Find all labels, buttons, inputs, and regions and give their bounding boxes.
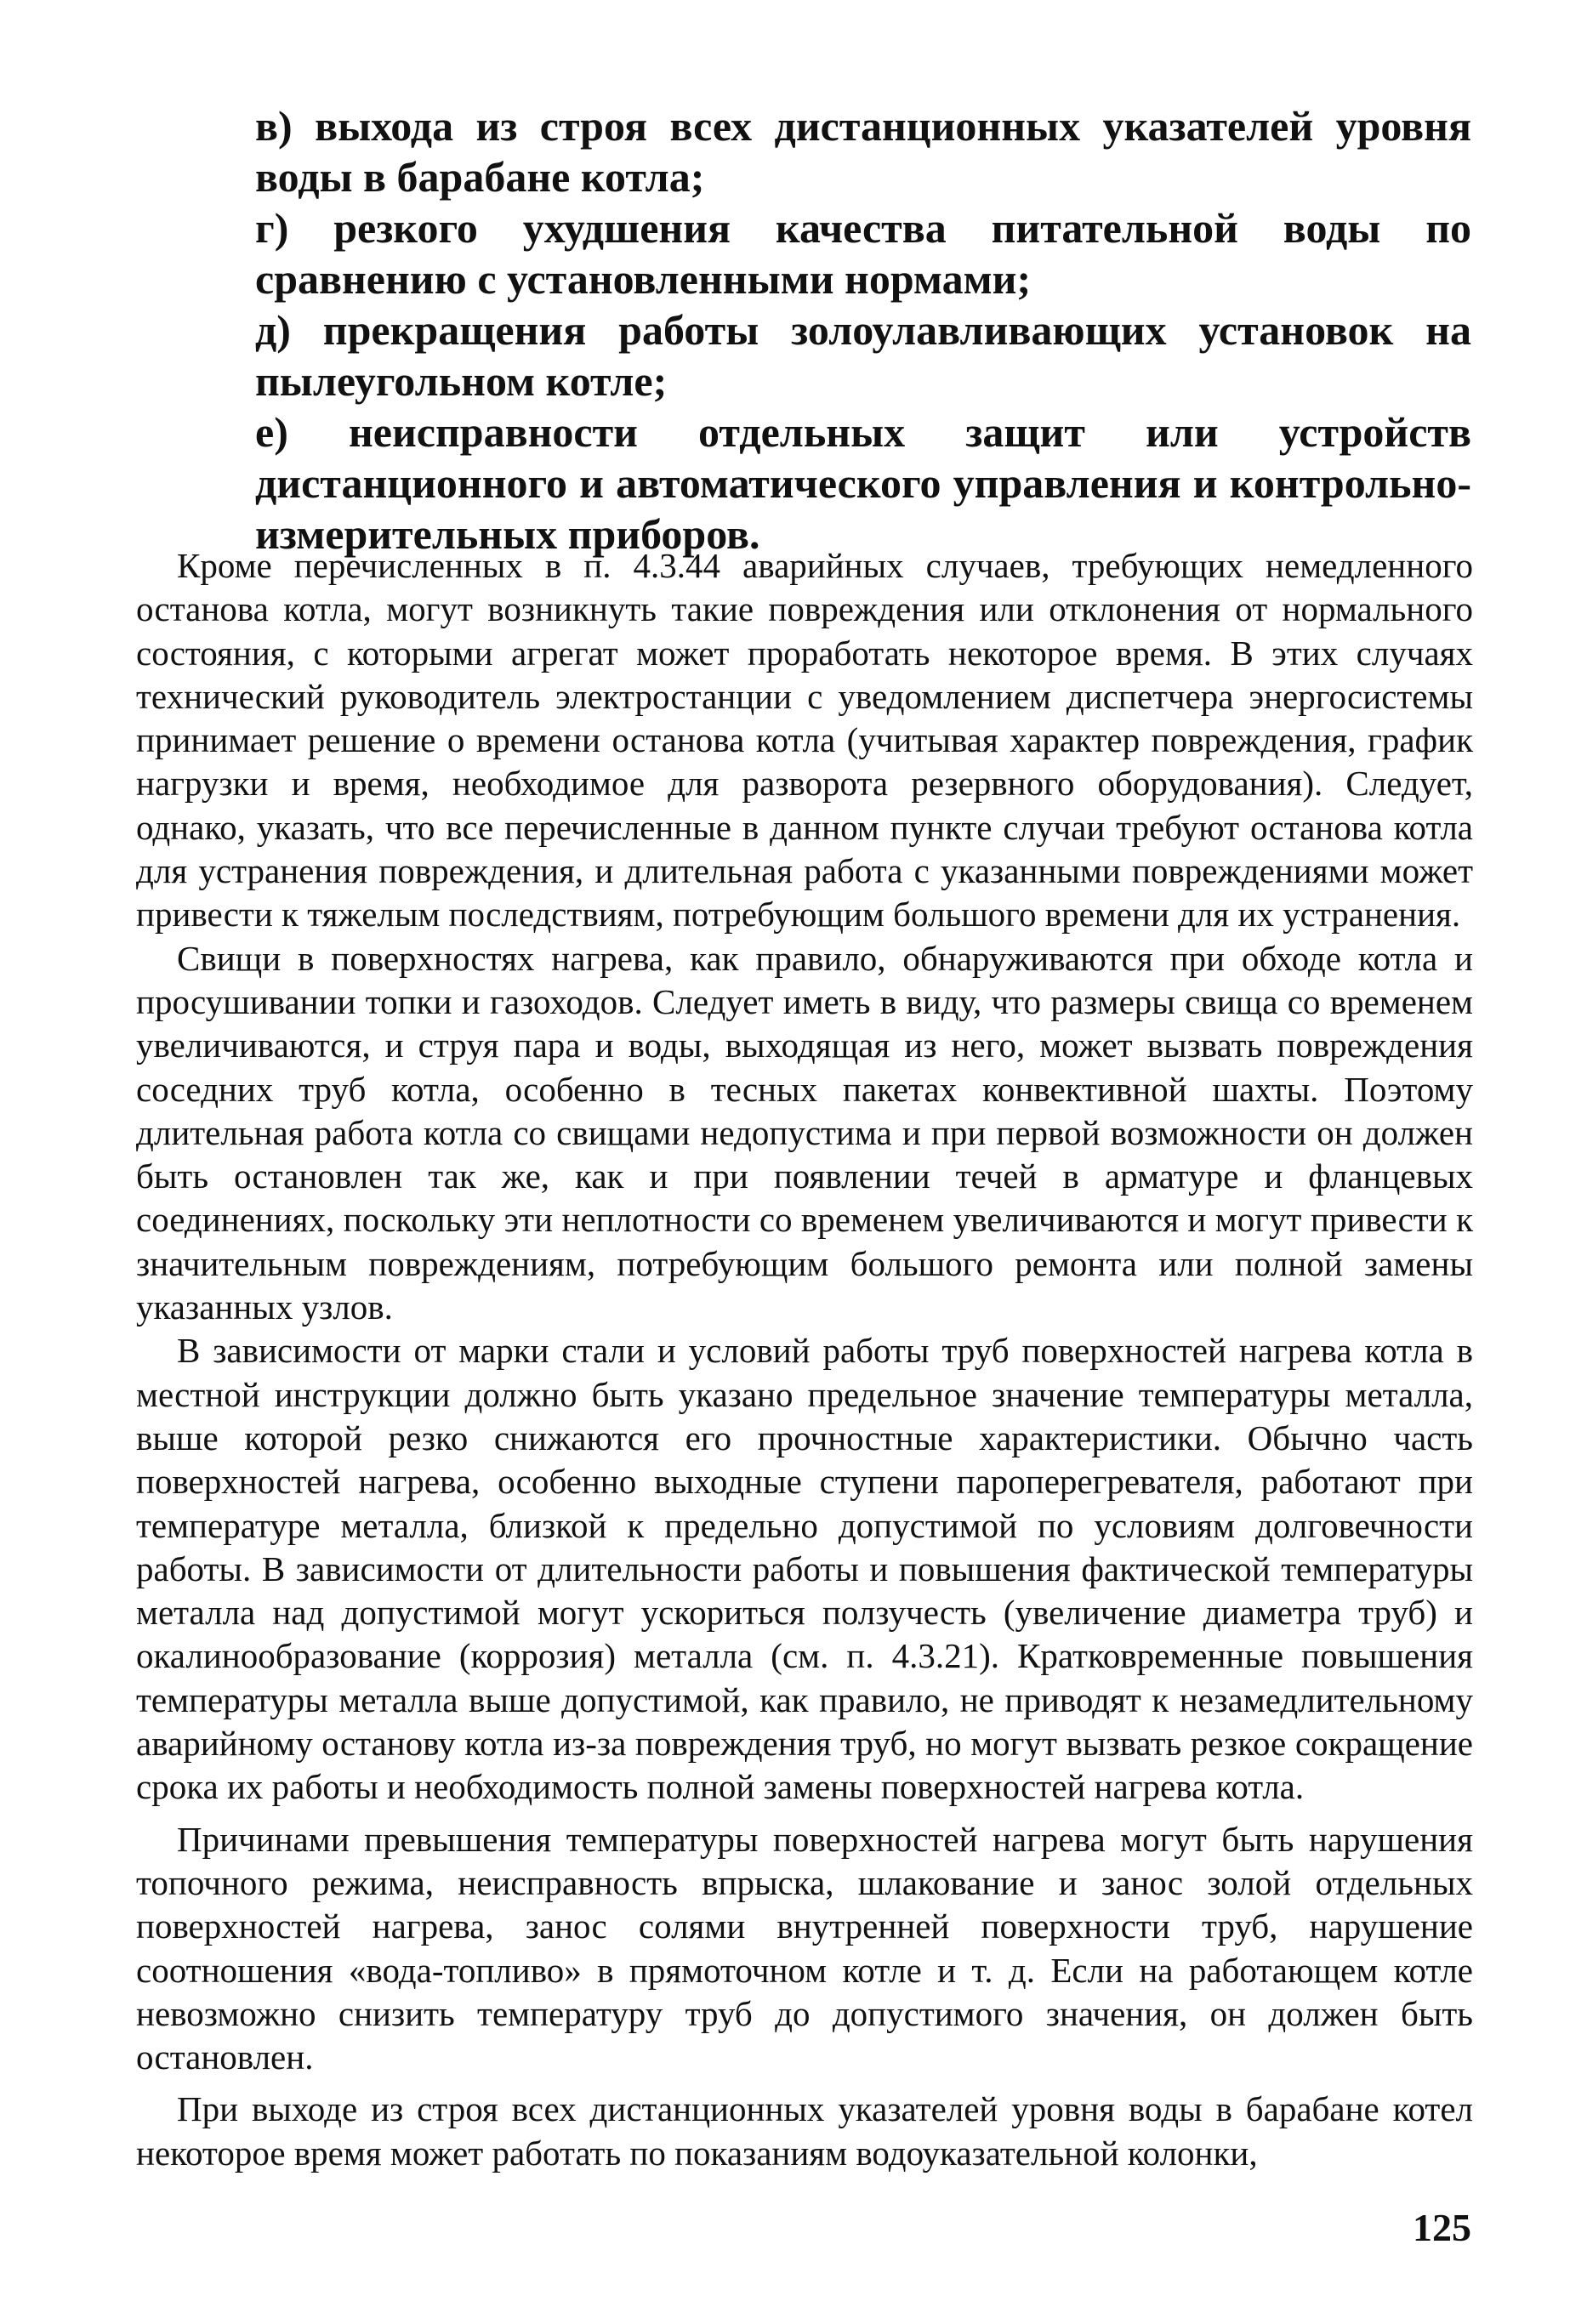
emergency-cases-list <box>255 100 1471 560</box>
list-item-v: в) выхода из строя всех дистанционных указателей уровня воды в барабане котла; <box>255 102 1471 201</box>
page-number: 125 <box>1413 2206 1471 2249</box>
body-text <box>136 544 1473 2175</box>
list-item-d: д) прекращения работы золоулавливающих установок на пылеугольном котле; <box>255 306 1471 405</box>
paragraph-3: В зависимости от марки стали и условий работы труб поверхностей нагрева котла в местной инструкции должно быть указано предельное значение температуры металла, выше которой резко снижаются его прочностные характеристики. Обычно часть поверхностей нагрева, особенно выходные ступени пароперегревателя, работают при температуре металла, близкой к предельно допустимой по условиям долговечности работы. В зависимости от длительности работы и повышения фактической температуры металла над допустимой могут ускориться ползучесть (увеличение диаметра труб) и окалинообразование (коррозия) металла (см. п. 4.3.21). Кратковременные повышения температуры металла выше допустимой, как правило, не приводят к незамедлительному аварийному останову котла из-за повреждения труб, но могут вызвать резкое сокращение срока их работы и необходимость полной замены поверхностей нагрева котла. <box>136 1331 1473 1807</box>
paragraph-4: Причинами превышения температуры поверхностей нагрева могут быть нарушения топочного режима, неисправность впрыска, шлакование и занос золой отдельных поверхностей нагрева, занос солями внутренней поверхности труб, нарушение соотношения «вода-топливо» в прямоточном котле и т. д. Если на работающем котле невозможно снизить температуру труб до допустимого значения, он должен быть остановлен. <box>136 1819 1473 2077</box>
paragraph-5: При выходе из строя всех дистанционных указателей уровня воды в барабане котел некоторое время может работать по показаниям водоуказательной колонки, <box>136 2089 1473 2173</box>
list-item-e: е) неисправности отдельных защит или устройств дистанционного и автоматического управления и контрольно-измерительных приборов. <box>255 408 1471 558</box>
paragraph-2: Свищи в поверхностях нагрева, как правило, обнаруживаются при обходе котла и просушивании топки и газоходов. Следует иметь в виду, что размеры свища со временем увеличиваются, и струя пара и воды, выходящая из него, может вызвать повреждения соседних труб котла, особенно в тесных пакетах конвективной шахты. Поэтому длительная работа котла со свищами недопустима и при первой возможности он должен быть остановлен так же, как и при появлении течей в арматуре и фланцевых соединениях, поскольку эти неплотности со временем увеличиваются и могут привести к значительным повреждениям, потребующим большого ремонта или полной замены указанных узлов. <box>136 938 1473 1327</box>
list-item-g: г) резкого ухудшения качества питательной воды по сравнению с установленными нормами; <box>255 204 1471 303</box>
paragraph-1: Кроме перечисленных в п. 4.3.44 аварийных случаев, требующих немедленного останова котла, могут возникнуть такие повреждения или отклонения от нормального состояния, с которыми агрегат может проработать некоторое время. В этих случаях технический руководитель электростанции с уведомлением диспетчера энергосистемы принимает решение о времени останова котла (учитывая характер повреждения, график нагрузки и время, необходимое для разворота резервного оборудования). Следует, однако, указать, что все перечисленные в данном пункте случаи требуют останова котла для устранения повреждения, и длительная работа с указанными повреждениями может привести к тяжелым последствиям, потребующим большого времени для их устранения. <box>136 546 1473 935</box>
